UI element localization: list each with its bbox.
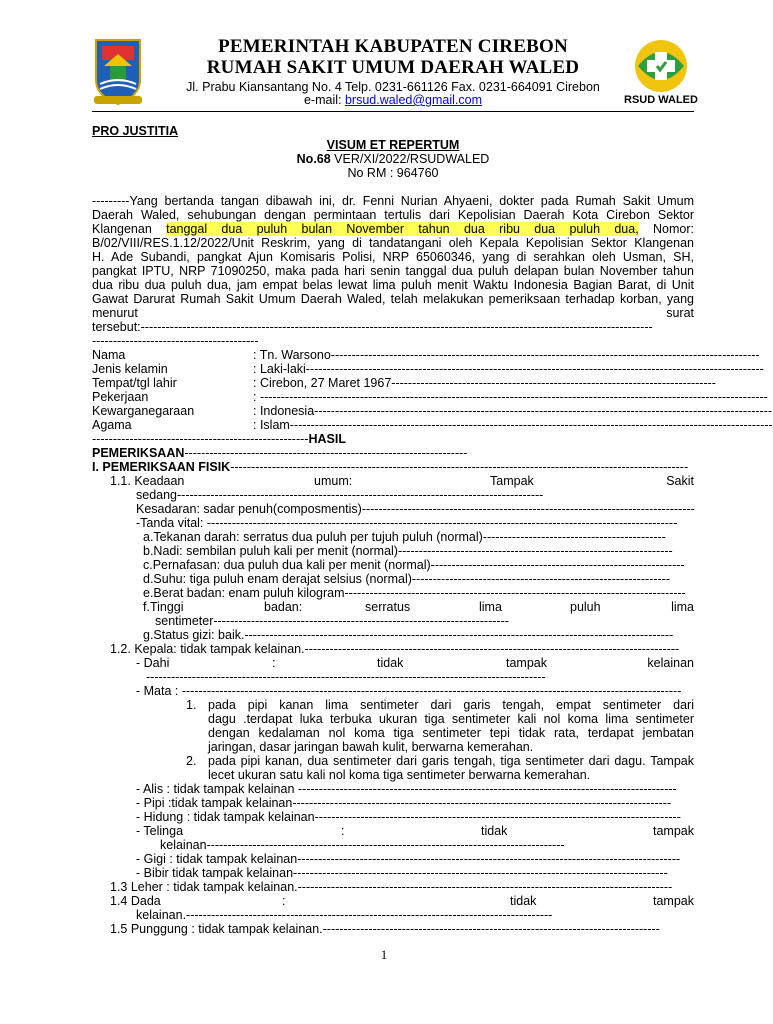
intro-line-9-end: surat [666,306,694,320]
bibir-row: - Bibir tidak tampak kelainan------------------------------------------------------------------------------------------ [136,866,668,880]
word: tidak [481,824,508,838]
sakit-label: Sakit [666,474,694,488]
intro-line-3-start: Klangenan [92,222,167,236]
finding-1-line-3: dengan kedalaman nol koma tiga sentimeter tepi tidak rata, terdapat jembatan [208,726,694,740]
identity-row-tempat-tgl-lahir [92,376,716,390]
identity-label: Nama [92,348,126,362]
vital-nadi: b.Nadi: sembilan puluh kali per menit (normal)------------------------------------------------------------------ [143,544,673,558]
intro-line-7: dua ribu dua puluh dua, jam empat belas lewat lima puluh menit Waktu Indonesia Bagian Barat, di Unit [92,278,694,292]
word: f.Tinggi [143,600,184,614]
email-link[interactable]: brsud.waled@gmail.com [344,93,483,107]
letterhead-address: Jl. Prabu Kiansantang No. 4 Telp. 0231-661126 Fax. 0231-664091 Cirebon [186,80,600,94]
hasil-heading-line-1 [92,432,694,446]
finding-1-line-2: dagu .terdapat luka terbuka ukuran tiga sentimeter kali nol koma lima sentimeter [208,712,694,726]
identity-label: Tempat/tgl lahir [92,376,177,390]
vital-tinggi-badan [143,600,694,614]
kesadaran-row: Kesadaran: sadar penuh(composmentis)-------------------------------------------------------------------------------- [136,502,695,516]
word: tampak [653,824,694,838]
word: tidak [510,894,537,908]
word: tidak [377,656,404,670]
intro-line-11: ---------------------------------------- [92,334,259,348]
finding-2-number: 2. [186,754,197,768]
word: - Telinga [136,824,184,838]
identity-row-pekerjaan [92,390,768,404]
mata-row: - Mata : ------------------------------------------------------------------------------------------------------------------------ [136,684,682,698]
intro-line-1: ---------Yang bertanda tangan dibawah ini, dr. Fenni Nurian Ahyaeni, dokter pada Rumah Sakit Umum [92,194,694,208]
intro-line-9 [92,306,694,320]
vital-pernafasan: c.Pernafasan: dua puluh dua kali per menit (normal)------------------------------------------------------------- [143,558,685,572]
vital-status-gizi: g.Status gizi: baik.------------------------------------------------------------------------------------------------------- [143,628,674,642]
identity-label: Kewarganegaraan [92,404,195,418]
intro-line-2: Daerah Waled, sehubungan dengan permintaan tertulis dari Kepolisian Daerah Kota Cirebon Sektor [92,208,694,222]
identity-value: : Islam-------------------------------------------------------------------------------------------------------------------- [253,418,773,432]
identity-value: : Tn. Warsono------------------------------------------------------------------------------------------------------- [253,348,760,362]
letterhead-government-title: PEMERINTAH KABUPATEN CIREBON [218,36,568,57]
email-prefix: e-mail: [303,93,345,107]
intro-line-4: B/02/VIII/RES.1.12/2022/Unit Reskrim, yang di tandatangani oleh Kepala Kepolisian Sektor Klangenan [92,236,694,250]
identity-value: : -------------------------------------------------------------------------------------------------------------------------- [253,390,768,404]
section-pemeriksaan-fisik [92,460,694,474]
medical-record-number: No RM : 964760 [347,166,439,180]
identity-label: Agama [92,418,132,432]
keadaan-umum-row [110,474,694,488]
finding-2-line-2: lecet ukuran satu kali nol koma tiga sentimeter berwarna kemerahan. [208,768,591,782]
pemeriksaan-label: PEMERIKSAAN [92,446,185,460]
kepala-row: 1.2. Kepala: tidak tampak kelainan.------------------------------------------------------------------------------------------ [110,642,680,656]
dada-row [110,894,694,908]
word: serratus [365,600,411,614]
punggung-row: 1.5 Punggung : tidak tampak kelainan.--------------------------------------------------------------------------------- [110,922,660,936]
vital-tekanan-darah: a.Tekanan darah: serratus dua puluh per tujuh puluh (normal)-------------------------------------------- [143,530,666,544]
section-title: I. PEMERIKSAAN FISIK [92,460,231,474]
word: kelainan [647,656,694,670]
word: : [272,656,276,670]
identity-row-kewarganegaraan [92,404,773,418]
identity-row-agama [92,418,773,432]
dashes: -------------------------------------------------------------------------------------------------------------- [230,460,689,474]
intro-line-6: pangkat IPTU, NRP 71090250, maka pada hari senin tanggal dua puluh delapan bulan November tahun [92,264,694,278]
word: tampak [506,656,547,670]
word: tampak [653,894,694,908]
gigi-row: - Gigi : tidak tampak kelainan-------------------------------------------------------------------------------------------- [136,852,681,866]
pipi-row: - Pipi :tidak tampak kelainan------------------------------------------------------------------------------------------- [136,796,672,810]
finding-1-line-1: pada pipi kanan lima sentimeter dari garis tengah, empat sentimeter dari [208,698,694,712]
intro-line-3 [92,222,694,236]
letterhead-hospital-title: RUMAH SAKIT UMUM DAERAH WALED [206,57,580,78]
identity-label: Jenis kelamin [92,362,168,376]
word: lima [671,600,694,614]
intro-line-9-start: menurut [92,306,138,320]
highlighted-date: tanggal dua puluh bulan November tahun dua ribu dua puluh dua, [166,222,639,236]
intro-line-5: H. Ade Subandi, pangkat Ajun Komisaris Polisi, NRP 65060346, yang di serahkan oleh Usman, SH, [92,250,694,264]
dahi-row [136,656,694,670]
identity-row-nama [92,348,760,362]
finding-1-line-4: jaringan, dasar jaringan bawah kulit, berwarna kemerahan. [208,740,534,754]
dada-cont: kelainan.---------------------------------------------------------------------------------------- [136,908,553,922]
intro-line-10: tersebut:--------------------------------------------------------------------------------------------------------------------------- [92,320,653,334]
vital-berat-badan: e.Berat badan: enam puluh kilogram---------------------------------------------------------------------------------- [143,586,686,600]
dahi-cont: ------------------------------------------------------------------------------------------------ [146,670,546,684]
alis-row: - Alis : tidak tampak kelainan ------------------------------------------------------------------------------------------- [136,782,677,796]
vital-suhu: d.Suhu: tiga puluh enam derajat selsius (normal)-------------------------------------------------------------- [143,572,670,586]
telinga-row [136,824,694,838]
leher-row: 1.3 Leher : tidak tampak kelainan.------------------------------------------------------------------------------------------ [110,880,673,894]
word: - Dahi [136,656,170,670]
identity-value: : Cirebon, 27 Maret 1967------------------------------------------------------------------------------ [253,376,716,390]
finding-2-line-1: pada pipi kanan, dua sentimeter dari garis tengah, tiga sentimeter dari dagu. Tampak [208,754,694,768]
pro-justitia-label: PRO JUSTITIA [92,124,179,138]
identity-value: : Indonesia-------------------------------------------------------------------------------------------------------------- [253,404,773,418]
rsud-waled-logo-text: RSUD WALED [624,94,698,106]
word: badan: [264,600,303,614]
letterhead-email-line [150,93,636,107]
vital-tinggi-cont: sentimeter----------------------------------------------------------------------- [155,614,509,628]
page-number: 1 [380,947,388,962]
word: lima [479,600,502,614]
letterhead-divider [92,111,694,112]
identity-label: Pekerjaan [92,390,149,404]
word: : [341,824,345,838]
number-rest: VER/XI/2022/RSUDWALED [330,152,490,166]
identity-row-jenis-kelamin [92,362,764,376]
word: puluh [570,600,601,614]
word: 1.4 Dada [110,894,161,908]
tanda-vital-row: -Tanda vital: ----------------------------------------------------------------------------------------------------------------- [136,516,678,530]
tampak-label: Tampak [490,474,534,488]
cirebon-regency-emblem [92,36,144,108]
dashes: -------------------------------------------------------------------- [184,446,468,460]
keadaan-label: 1.1. Keadaan [110,474,185,488]
umum-label: umum: [314,474,353,488]
hidung-row: - Hidung : tidak tampak kelainan---------------------------------------------------------------------------------------- [136,810,681,824]
document-number [92,152,694,166]
number-prefix: No.68 [296,152,331,166]
hasil-heading-line-2 [92,446,694,460]
document-title: VISUM ET REPERTUM [326,138,460,152]
intro-line-8: Gawat Darurat Rumah Sakit Umum Daerah Waled, telah melakukan pemeriksaan terhadap korban, yang [92,292,694,306]
dashes: ---------------------------------------------------- [92,432,309,446]
identity-value: : Laki-laki-------------------------------------------------------------------------------------------------------------- [253,362,764,376]
intro-line-3-end: Nomor: [638,222,694,236]
telinga-cont: kelainan-------------------------------------------------------------------------------------- [160,838,565,852]
finding-1-number: 1. [186,698,197,712]
keadaan-sedang: sedang---------------------------------------------------------------------------------------- [136,488,544,502]
word: : [282,894,286,908]
hasil-label: HASIL [308,432,346,446]
